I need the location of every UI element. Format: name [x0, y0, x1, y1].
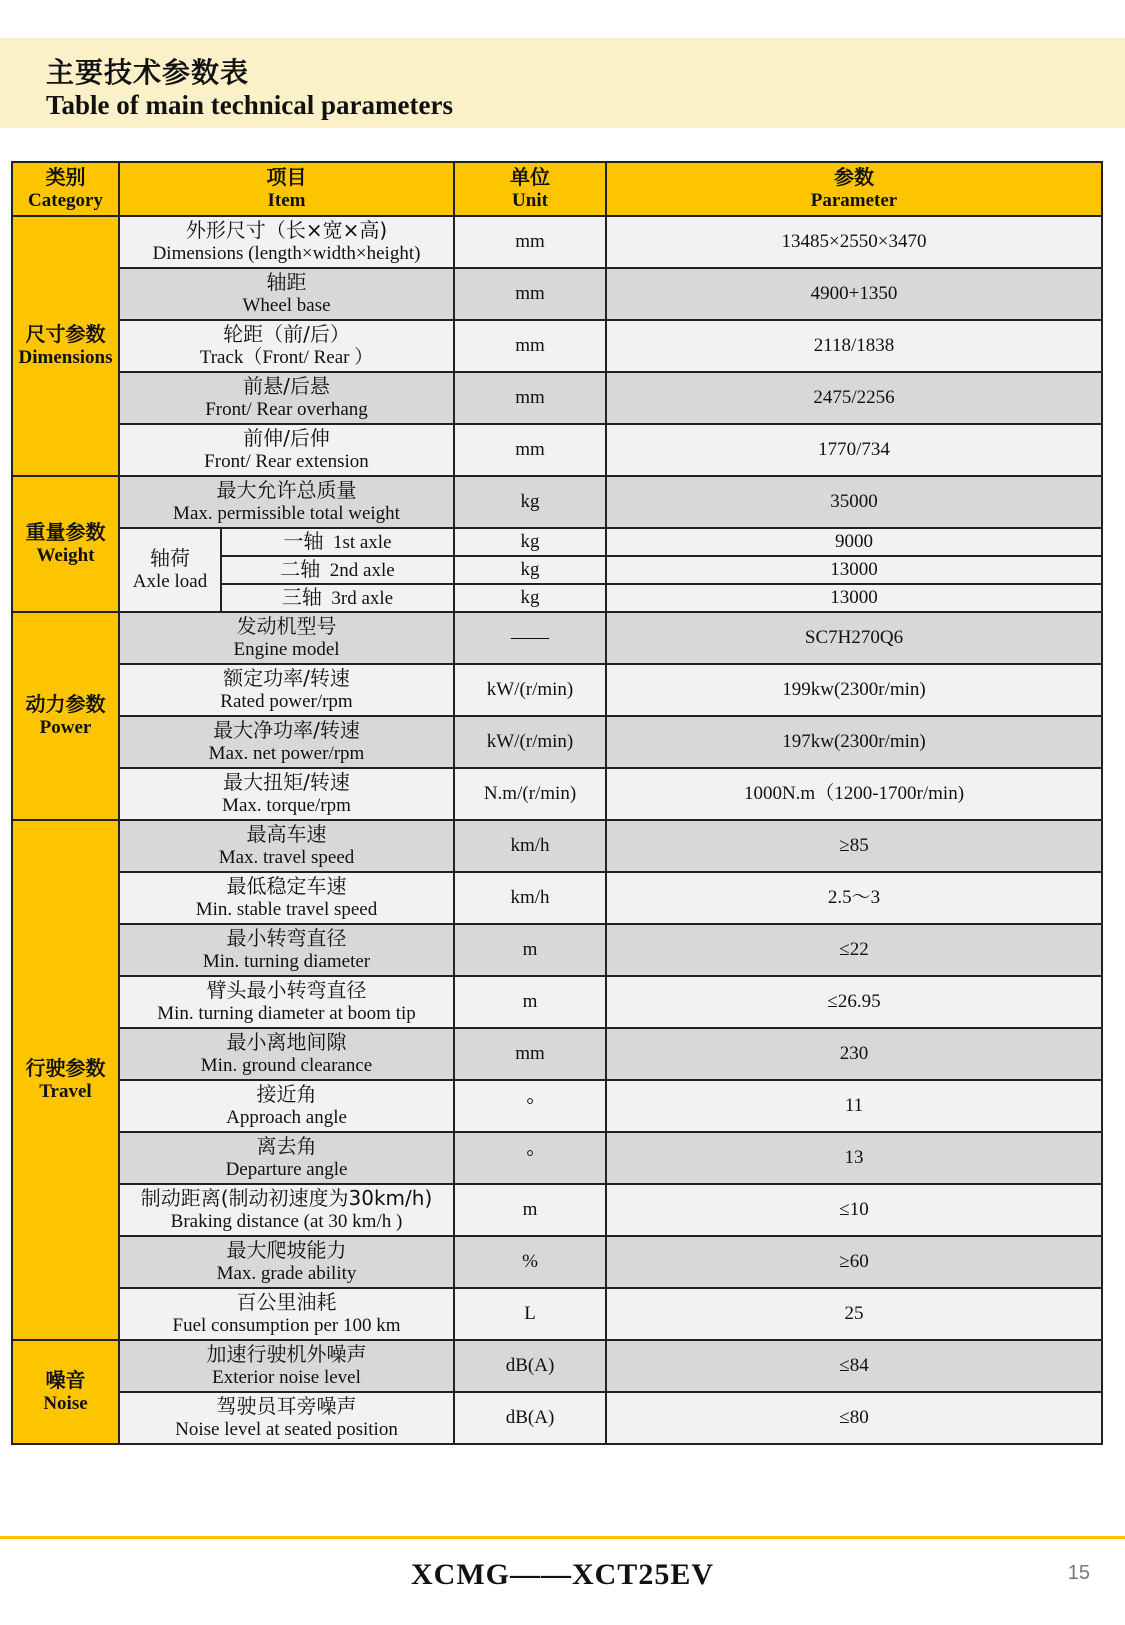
value-cell: ≤80 — [606, 1392, 1102, 1444]
item-cell: 最大爬坡能力 Max. grade ability — [119, 1236, 454, 1288]
unit-cell: ° — [454, 1132, 606, 1184]
table-row — [12, 768, 1102, 820]
page-title-en: Table of main technical parameters — [46, 90, 453, 120]
value-cell: 9000 — [606, 528, 1102, 556]
table-row — [12, 320, 1102, 372]
table-row — [12, 1340, 1102, 1392]
item-cell: 发动机型号 Engine model — [119, 612, 454, 664]
value-cell: 13000 — [606, 584, 1102, 612]
category-travel: 行驶参数 Travel — [12, 820, 119, 1340]
value-cell: 2475/2256 — [606, 372, 1102, 424]
item-cell: 前悬/后悬 Front/ Rear overhang — [119, 372, 454, 424]
unit-cell: m — [454, 1184, 606, 1236]
header-unit: 单位 Unit — [454, 162, 606, 216]
value-cell: 13000 — [606, 556, 1102, 584]
unit-cell: mm — [454, 268, 606, 320]
item-cell: 前伸/后伸 Front/ Rear extension — [119, 424, 454, 476]
item-cell: 最大净功率/转速 Max. net power/rpm — [119, 716, 454, 768]
table-row — [12, 268, 1102, 320]
item-cell: 臂头最小转弯直径 Min. turning diameter at boom tip — [119, 976, 454, 1028]
value-cell: 13485×2550×3470 — [606, 216, 1102, 268]
unit-cell: kW/(r/min) — [454, 716, 606, 768]
category-dimensions: 尺寸参数 Dimensions — [12, 216, 119, 476]
unit-cell: ° — [454, 1080, 606, 1132]
footer-brand: XCMG——XCT25EV — [411, 1558, 714, 1591]
unit-cell: mm — [454, 1028, 606, 1080]
value-cell: 25 — [606, 1288, 1102, 1340]
spec-table — [11, 161, 1103, 1445]
value-cell: 2.5～3 — [606, 872, 1102, 924]
unit-cell: kg — [454, 556, 606, 584]
value-cell: 4900+1350 — [606, 268, 1102, 320]
table-row — [12, 424, 1102, 476]
unit-cell: kg — [454, 584, 606, 612]
table-row — [12, 1236, 1102, 1288]
axle-item-cell: 一轴 1st axle — [221, 528, 454, 556]
value-cell: SC7H270Q6 — [606, 612, 1102, 664]
unit-cell: % — [454, 1236, 606, 1288]
unit-cell: —— — [454, 612, 606, 664]
footer-divider — [0, 1536, 1125, 1539]
axle-item-cell: 三轴 3rd axle — [221, 584, 454, 612]
table-row — [12, 1392, 1102, 1444]
table-row — [12, 872, 1102, 924]
unit-cell: m — [454, 976, 606, 1028]
unit-cell: kg — [454, 528, 606, 556]
item-cell: 最大扭矩/转速 Max. torque/rpm — [119, 768, 454, 820]
value-cell: ≤84 — [606, 1340, 1102, 1392]
table-row — [12, 1288, 1102, 1340]
axle-load-label: 轴荷 Axle load — [119, 528, 221, 612]
value-cell: 199kw(2300r/min) — [606, 664, 1102, 716]
table-row — [12, 216, 1102, 268]
unit-cell: mm — [454, 424, 606, 476]
page-title-zh: 主要技术参数表 — [46, 56, 250, 89]
value-cell: 13 — [606, 1132, 1102, 1184]
item-cell: 额定功率/转速 Rated power/rpm — [119, 664, 454, 716]
item-cell: 百公里油耗 Fuel consumption per 100 km — [119, 1288, 454, 1340]
table-row — [12, 476, 1102, 528]
axle-item-cell: 二轴 2nd axle — [221, 556, 454, 584]
item-cell: 最高车速 Max. travel speed — [119, 820, 454, 872]
table-row — [12, 664, 1102, 716]
value-cell: ≤10 — [606, 1184, 1102, 1236]
value-cell: 11 — [606, 1080, 1102, 1132]
unit-cell: L — [454, 1288, 606, 1340]
item-cell: 制动距离(制动初速度为30km/h) Braking distance (at 30 km/h ) — [119, 1184, 454, 1236]
table-header-row — [12, 162, 1102, 216]
value-cell: ≥85 — [606, 820, 1102, 872]
unit-cell: dB(A) — [454, 1392, 606, 1444]
value-cell: ≤26.95 — [606, 976, 1102, 1028]
value-cell: ≤22 — [606, 924, 1102, 976]
header-parameter: 参数 Parameter — [606, 162, 1102, 216]
unit-cell: mm — [454, 372, 606, 424]
value-cell: 230 — [606, 1028, 1102, 1080]
unit-cell: N.m/(r/min) — [454, 768, 606, 820]
table-row — [12, 372, 1102, 424]
table-row — [12, 528, 1102, 556]
value-cell: ≥60 — [606, 1236, 1102, 1288]
item-cell: 离去角 Departure angle — [119, 1132, 454, 1184]
item-cell: 接近角 Approach angle — [119, 1080, 454, 1132]
unit-cell: mm — [454, 320, 606, 372]
table-row — [12, 924, 1102, 976]
table-row — [12, 976, 1102, 1028]
item-cell: 外形尺寸（长×宽×高) Dimensions (length×width×height) — [119, 216, 454, 268]
category-noise: 噪音 Noise — [12, 1340, 119, 1444]
category-power: 动力参数 Power — [12, 612, 119, 820]
table-row — [12, 612, 1102, 664]
table-row — [12, 716, 1102, 768]
page-number: 15 — [1067, 1562, 1090, 1584]
unit-cell: kg — [454, 476, 606, 528]
item-cell: 驾驶员耳旁噪声 Noise level at seated position — [119, 1392, 454, 1444]
table-row — [12, 1080, 1102, 1132]
value-cell: 1770/734 — [606, 424, 1102, 476]
table-row — [12, 820, 1102, 872]
header-item: 项目 Item — [119, 162, 454, 216]
table-row — [12, 1132, 1102, 1184]
unit-cell: kW/(r/min) — [454, 664, 606, 716]
value-cell: 197kw(2300r/min) — [606, 716, 1102, 768]
unit-cell: m — [454, 924, 606, 976]
item-cell: 最低稳定车速 Min. stable travel speed — [119, 872, 454, 924]
value-cell: 1000N.m（1200-1700r/min) — [606, 768, 1102, 820]
unit-cell: mm — [454, 216, 606, 268]
item-cell: 轮距（前/后） Track（Front/ Rear ） — [119, 320, 454, 372]
table-row — [12, 1184, 1102, 1236]
item-cell: 加速行驶机外噪声 Exterior noise level — [119, 1340, 454, 1392]
unit-cell: km/h — [454, 872, 606, 924]
unit-cell: dB(A) — [454, 1340, 606, 1392]
item-cell: 最小转弯直径 Min. turning diameter — [119, 924, 454, 976]
unit-cell: km/h — [454, 820, 606, 872]
item-cell: 轴距 Wheel base — [119, 268, 454, 320]
category-weight: 重量参数 Weight — [12, 476, 119, 612]
value-cell: 2118/1838 — [606, 320, 1102, 372]
value-cell: 35000 — [606, 476, 1102, 528]
header-category: 类别 Category — [12, 162, 119, 216]
item-cell: 最大允许总质量 Max. permissible total weight — [119, 476, 454, 528]
item-cell: 最小离地间隙 Min. ground clearance — [119, 1028, 454, 1080]
table-row — [12, 1028, 1102, 1080]
